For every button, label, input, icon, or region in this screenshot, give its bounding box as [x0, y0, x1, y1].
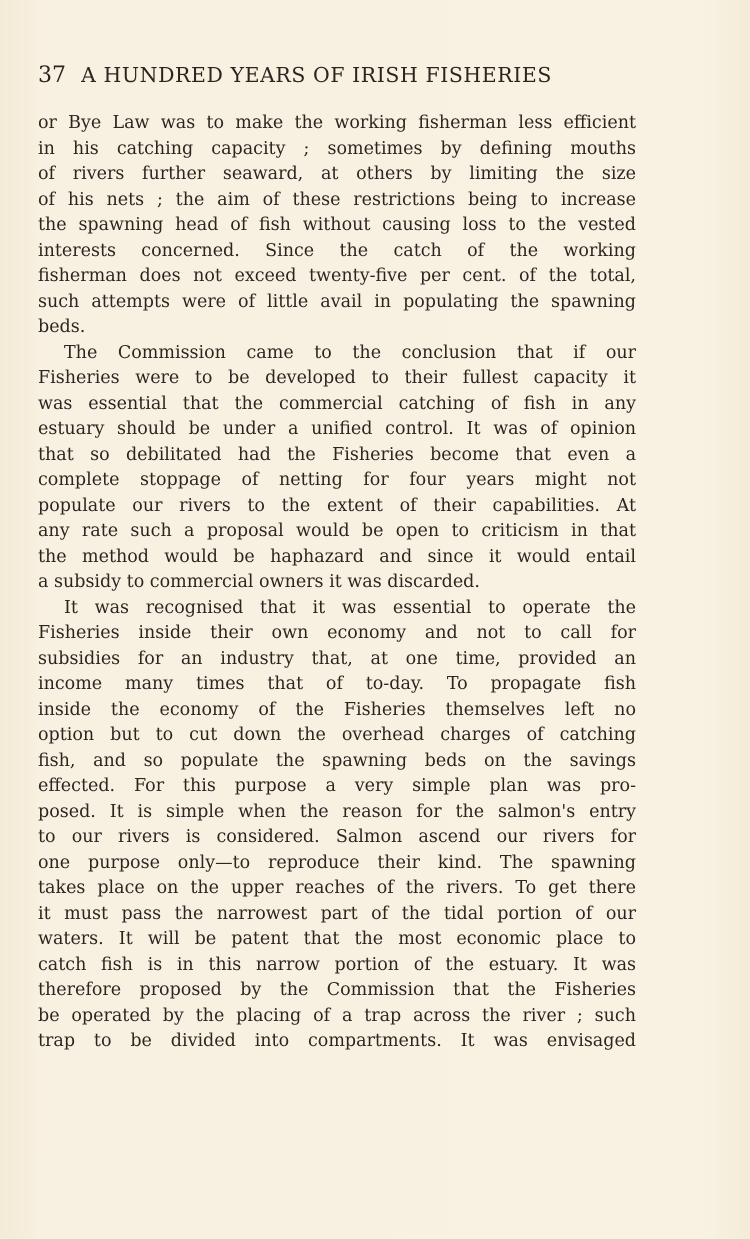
text-line: complete stoppage of netting for four years might not — [38, 470, 636, 490]
text-line: Fisheries were to be developed to their fullest capacity it — [38, 368, 636, 388]
text-line: It was recognised that it was essential to operate the — [64, 597, 636, 618]
text-line: a subsidy to commercial owners it was discarded. — [38, 572, 480, 592]
text-line: therefore proposed by the Commission that the Fisheries — [38, 980, 636, 1000]
text-line: Fisheries inside their own economy and not to call for — [38, 623, 636, 643]
page-header — [38, 63, 638, 88]
text-line: the spawning head of fish without causing loss to the vested — [38, 215, 636, 235]
text-line: catch fish is in this narrow portion of the estuary. It was — [38, 954, 636, 975]
text-line: income many times that of to-day. To propagate fish — [38, 674, 636, 694]
text-line: option but to cut down the overhead charges of catching — [38, 725, 636, 745]
body-text — [38, 111, 636, 1055]
text-line: posed. It is simple when the reason for the salmon's entry — [38, 801, 636, 822]
text-line: of rivers further seaward, at others by limiting the size — [38, 164, 636, 184]
text-line: waters. It will be patent that the most economic place to — [38, 929, 636, 949]
text-line: interests concerned. Since the catch of the working — [38, 240, 636, 261]
text-line: any rate such a proposal would be open to criticism in that — [38, 521, 636, 541]
text-line: be operated by the placing of a trap across the river ; such — [38, 1005, 636, 1026]
text-line: such attempts were of little avail in populating the spawning — [38, 291, 636, 312]
page-number: 37 — [38, 63, 66, 88]
text-line: fish, and so populate the spawning beds on the savings — [38, 750, 636, 771]
text-line: populate our rivers to the extent of their capabilities. At — [38, 495, 636, 516]
text-line: beds. — [38, 317, 86, 337]
text-line: inside the economy of the Fisheries themselves left no — [38, 699, 636, 720]
text-line: or Bye Law was to make the working fisherman less efficient — [38, 113, 636, 133]
text-line: of his nets ; the aim of these restrictions being to increase — [38, 189, 636, 210]
text-line: takes place on the upper reaches of the rivers. To get there — [38, 878, 636, 898]
text-line: fisherman does not exceed twenty-five per cent. of the total, — [38, 266, 636, 286]
running-title: A HUNDRED YEARS OF IRISH FISHERIES — [81, 63, 552, 87]
text-line: to our rivers is considered. Salmon ascend our rivers for — [38, 827, 636, 847]
text-line: one purpose only—to reproduce their kind. The spawning — [38, 852, 636, 873]
text-line: subsidies for an industry that, at one time, provided an — [38, 648, 636, 669]
text-line: effected. For this purpose a very simple plan was pro- — [38, 776, 636, 796]
text-line: estuary should be under a unified control. It was of opinion — [38, 419, 636, 439]
text-line: trap to be divided into compartments. It was envisaged — [38, 1031, 636, 1051]
text-line: that so debilitated had the Fisheries become that even a — [38, 444, 636, 465]
text-line: the method would be haphazard and since it would entail — [38, 546, 636, 567]
text-line: it must pass the narrowest part of the tidal portion of our — [38, 903, 636, 924]
text-line: was essential that the commercial catching of fish in any — [38, 393, 636, 414]
text-line: The Commission came to the conclusion that if our — [64, 342, 636, 363]
text-line: in his catching capacity ; sometimes by defining mouths — [38, 138, 636, 159]
